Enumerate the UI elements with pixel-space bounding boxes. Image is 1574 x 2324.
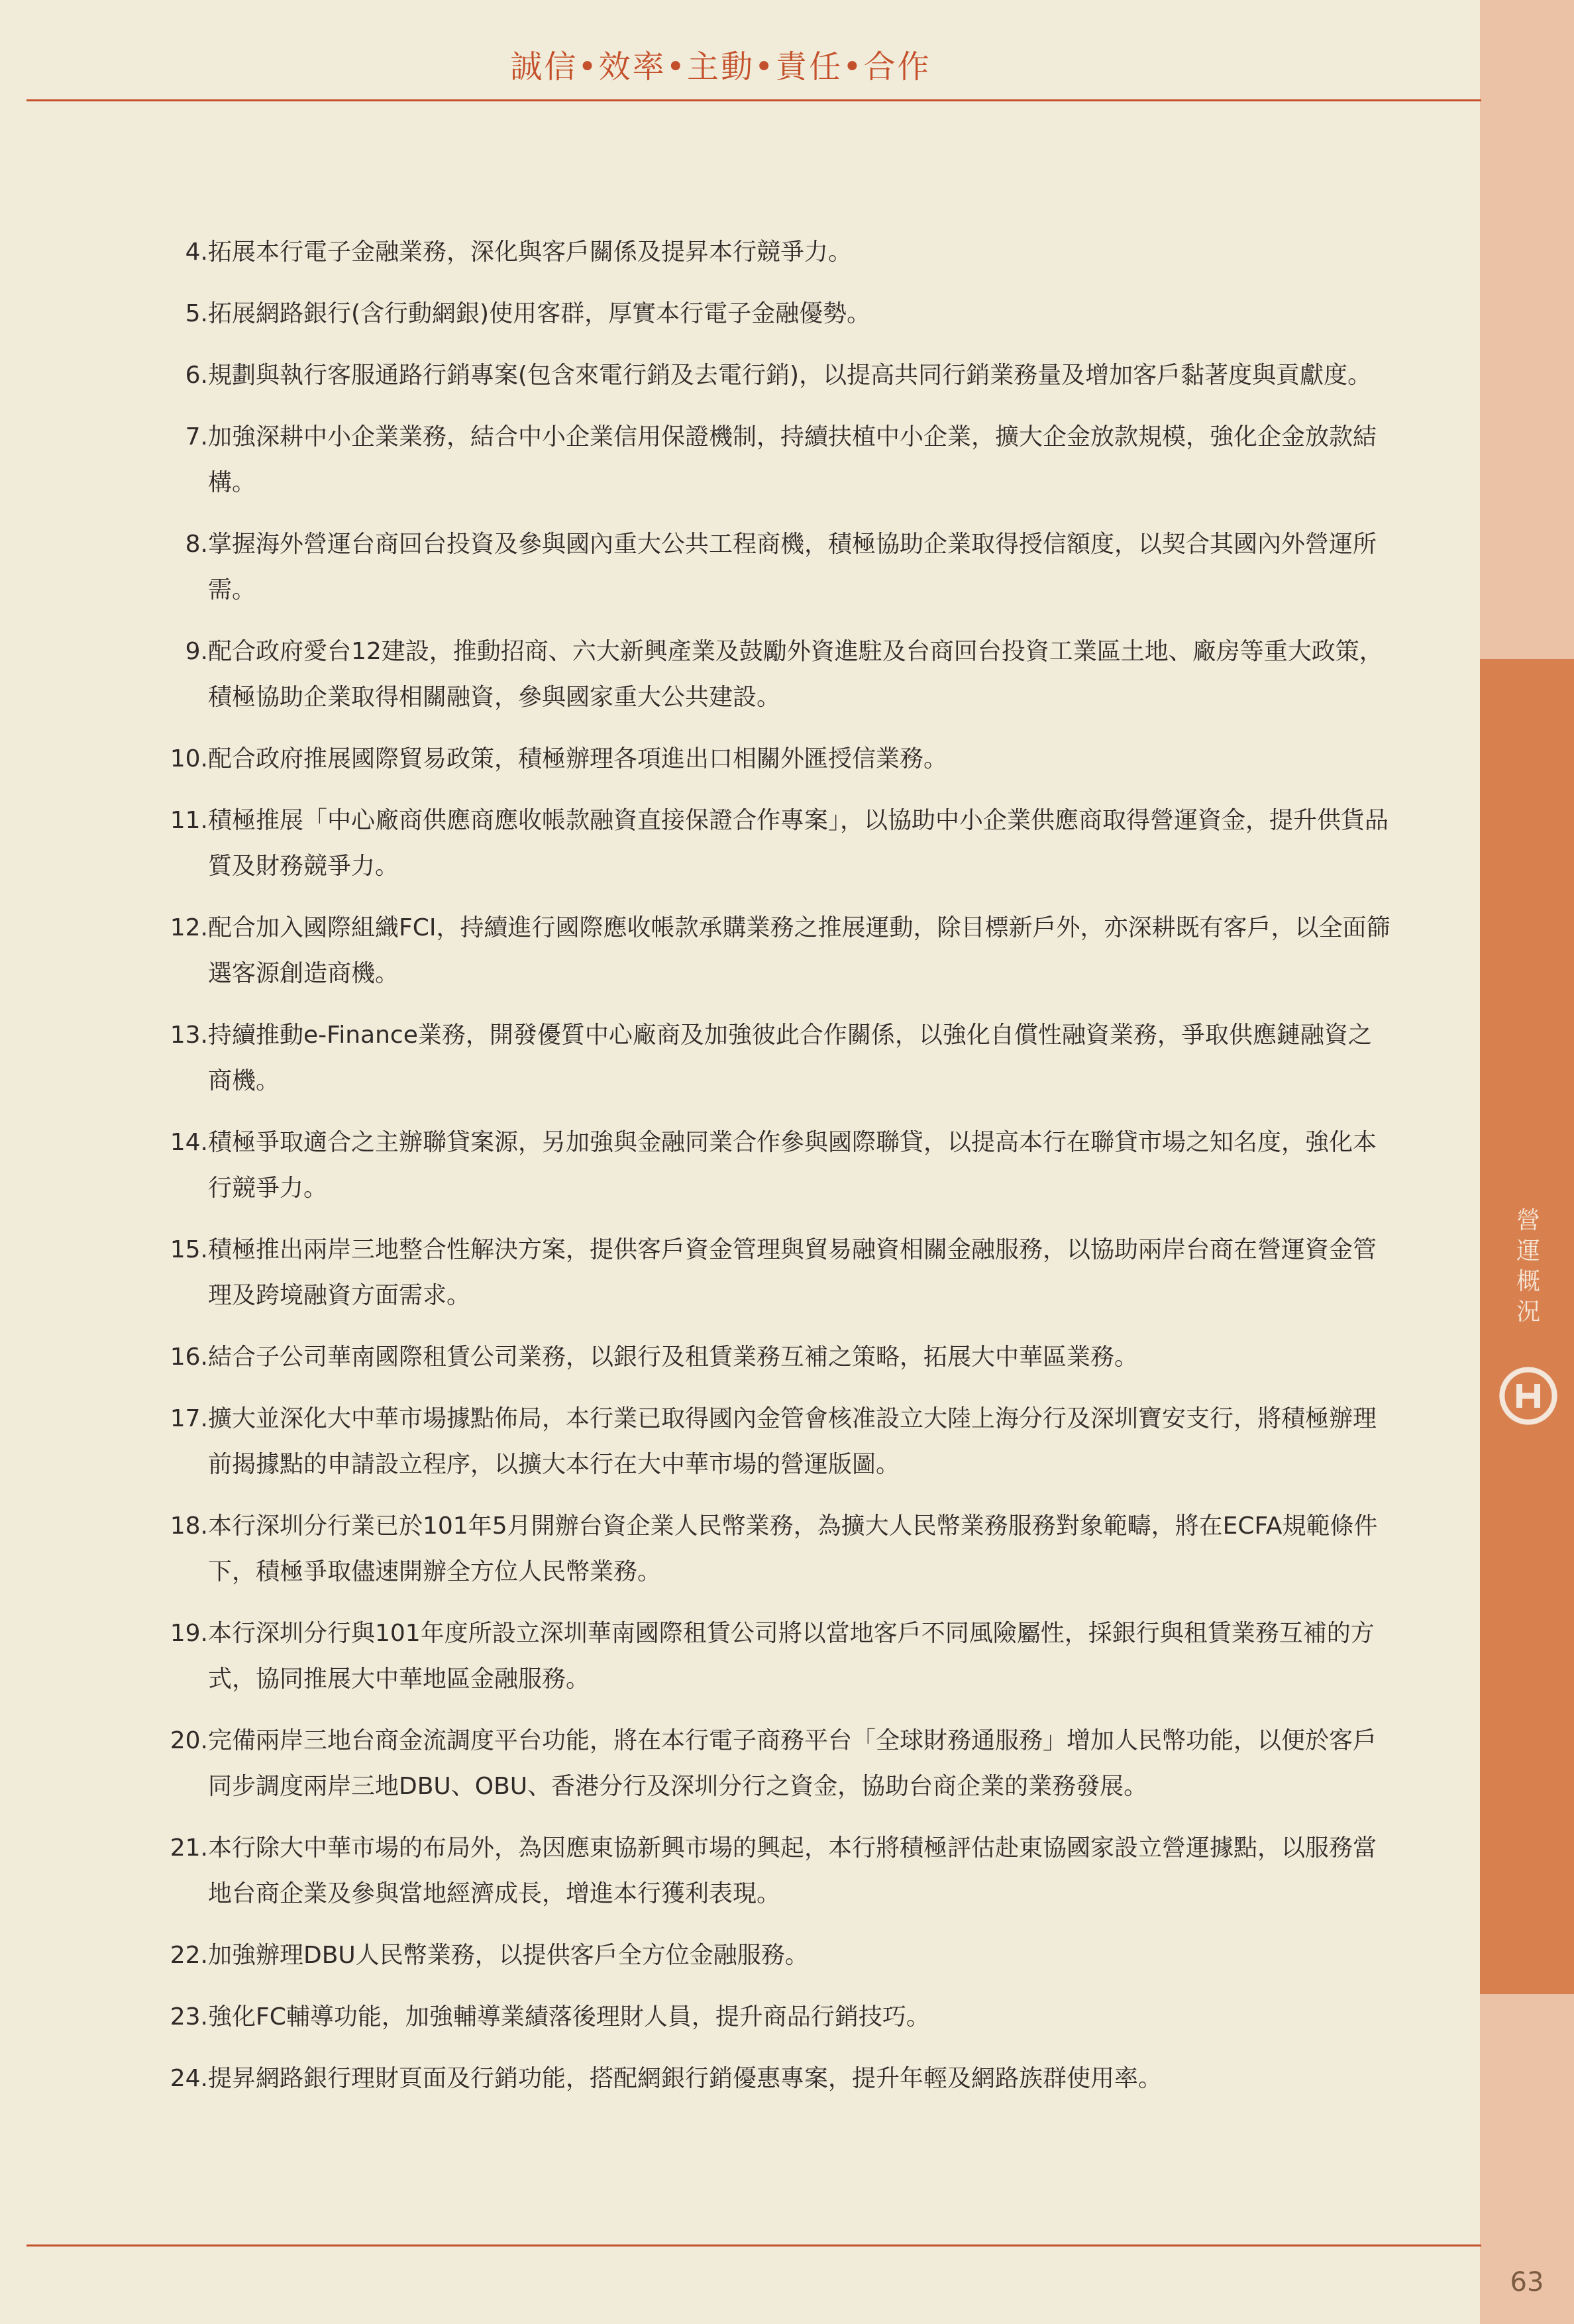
item-number: 6. [185, 362, 208, 389]
header-motto: 誠信•效率•主動•責任•合作 [510, 48, 931, 85]
list-item [166, 1611, 1391, 1702]
item-number: 20. [170, 1727, 208, 1754]
item-text: 積極爭取適合之主辦聯貸案源，另加強與金融同業合作參與國際聯貸，以提高本行在聯貸市場之知名度，強化本行競爭力。 [208, 1129, 1377, 1202]
item-number: 21. [170, 1834, 208, 1862]
item-number: 24. [170, 2065, 208, 2092]
item-text: 加強辦理DBU人民幣業務，以提供客戶全方位金融服務。 [208, 1942, 809, 1969]
side-strip-top [1480, 0, 1574, 659]
item-number: 7. [185, 423, 208, 450]
list-item [166, 1227, 1391, 1318]
item-number: 11. [170, 807, 208, 834]
item-text: 規劃與執行客服通路行銷專案(包含來電行銷及去電行銷)，以提高共同行銷業務量及增加客戶黏著度與貢獻度。 [208, 362, 1372, 389]
item-text: 結合子公司華南國際租賃公司業務，以銀行及租賃業務互補之策略，拓展大中華區業務。 [208, 1344, 1139, 1371]
item-text: 拓展網路銀行(含行動網銀)使用客群，厚實本行電子金融優勢。 [208, 300, 871, 327]
item-number: 13. [170, 1022, 208, 1049]
list-item [166, 1994, 1391, 2040]
bank-logo-icon [1498, 1366, 1558, 1426]
footer-rule [26, 2245, 1481, 2246]
item-number: 10. [170, 745, 208, 772]
list-item [166, 1396, 1391, 1487]
item-text: 配合政府推展國際貿易政策，積極辦理各項進出口相關外匯授信業務。 [208, 745, 948, 772]
list-item [166, 1012, 1391, 1104]
item-number: 18. [170, 1512, 208, 1540]
item-text: 配合加入國際組織FCI，持續進行國際應收帳款承購業務之推展運動，除目標新戶外，亦深耕既有客戶，以全面篩選客源創造商機。 [208, 914, 1390, 987]
list-item [166, 798, 1391, 889]
header-rule [26, 99, 1481, 101]
list-item [166, 291, 1391, 337]
item-number: 8. [185, 531, 208, 558]
item-number: 5. [185, 300, 208, 327]
list-item [166, 1825, 1391, 1917]
item-text: 完備兩岸三地台商金流調度平台功能，將在本行電子商務平台「全球財務通服務」增加人民幣功能，以便於客戶同步調度兩岸三地DBU、OBU、香港分行及深圳分行之資金，協助台商企業的業務發展。 [208, 1727, 1377, 1800]
list-item [166, 1718, 1391, 1809]
item-number: 14. [170, 1129, 208, 1156]
item-text: 擴大並深化大中華市場據點佈局，本行業已取得國內金管會核准設立大陸上海分行及深圳寶安支行，將積極辦理前揭據點的申請設立程序，以擴大本行在大中華市場的營運版圖。 [208, 1405, 1377, 1478]
list-item [166, 1932, 1391, 1978]
item-number: 22. [170, 1942, 208, 1969]
list-item [166, 629, 1391, 720]
item-text: 掌握海外營運台商回台投資及參與國內重大公共工程商機，積極協助企業取得授信額度，以契合其國內外營運所需。 [208, 531, 1377, 604]
item-text: 配合政府愛台12建設，推動招商、六大新興產業及鼓勵外資進駐及台商回台投資工業區土地、廠房等重大政策，積極協助企業取得相關融資，參與國家重大公共建設。 [208, 638, 1383, 711]
item-text: 本行深圳分行業已於101年5月開辦台資企業人民幣業務，為擴大人民幣業務服務對象範疇，將在ECFA規範條件下，積極爭取儘速開辦全方位人民幣業務。 [208, 1512, 1378, 1585]
list-item [166, 736, 1391, 782]
item-number: 9. [185, 638, 208, 665]
item-text: 本行除大中華市場的布局外，為因應東協新興市場的興起，本行將積極評估赴東協國家設立營運據點，以服務當地台商企業及參與當地經濟成長，增進本行獲利表現。 [208, 1834, 1377, 1907]
item-text: 提昇網路銀行理財頁面及行銷功能，搭配網銀行銷優惠專案，提升年輕及網路族群使用率。 [208, 2065, 1163, 2092]
item-number: 23. [170, 2003, 208, 2031]
list-item [166, 1503, 1391, 1595]
list-item [166, 2056, 1391, 2101]
section-label: 營運概況 [1516, 1207, 1540, 1326]
page-number: 63 [1510, 2267, 1544, 2298]
item-text: 持續推動e-Finance業務，開發優質中心廠商及加強彼此合作關係，以強化自償性融資業務，爭取供應鏈融資之商機。 [208, 1022, 1372, 1094]
list-item [166, 521, 1391, 613]
item-text: 本行深圳分行與101年度所設立深圳華南國際租賃公司將以當地客戶不同風險屬性，採銀行與租賃業務互補的方式，協同推展大中華地區金融服務。 [208, 1620, 1375, 1693]
item-text: 積極推出兩岸三地整合性解決方案，提供客戶資金管理與貿易融資相關金融服務，以協助兩岸台商在營運資金管理及跨境融資方面需求。 [208, 1236, 1377, 1309]
list-item [166, 1334, 1391, 1380]
item-text: 積極推展「中心廠商供應商應收帳款融資直接保證合作專案」，以協助中小企業供應商取得營運資金，提升供貨品質及財務競爭力。 [208, 807, 1389, 880]
list-item [166, 1120, 1391, 1211]
list-item [166, 352, 1391, 398]
item-text: 拓展本行電子金融業務，深化與客戶關係及提昇本行競爭力。 [208, 238, 853, 266]
plan-list [166, 229, 1391, 2117]
item-number: 12. [170, 914, 208, 941]
item-number: 15. [170, 1236, 208, 1263]
list-item [166, 229, 1391, 275]
item-text: 強化FC輔導功能，加強輔導業績落後理財人員，提升商品行銷技巧。 [208, 2003, 930, 2031]
list-item [166, 905, 1391, 996]
item-number: 17. [170, 1405, 208, 1432]
item-text: 加強深耕中小企業業務，結合中小企業信用保證機制，持續扶植中小企業，擴大企金放款規模，強化企金放款結構。 [208, 423, 1377, 496]
list-item [166, 414, 1391, 505]
item-number: 4. [185, 238, 208, 266]
item-number: 19. [170, 1620, 208, 1647]
item-number: 16. [170, 1344, 208, 1371]
